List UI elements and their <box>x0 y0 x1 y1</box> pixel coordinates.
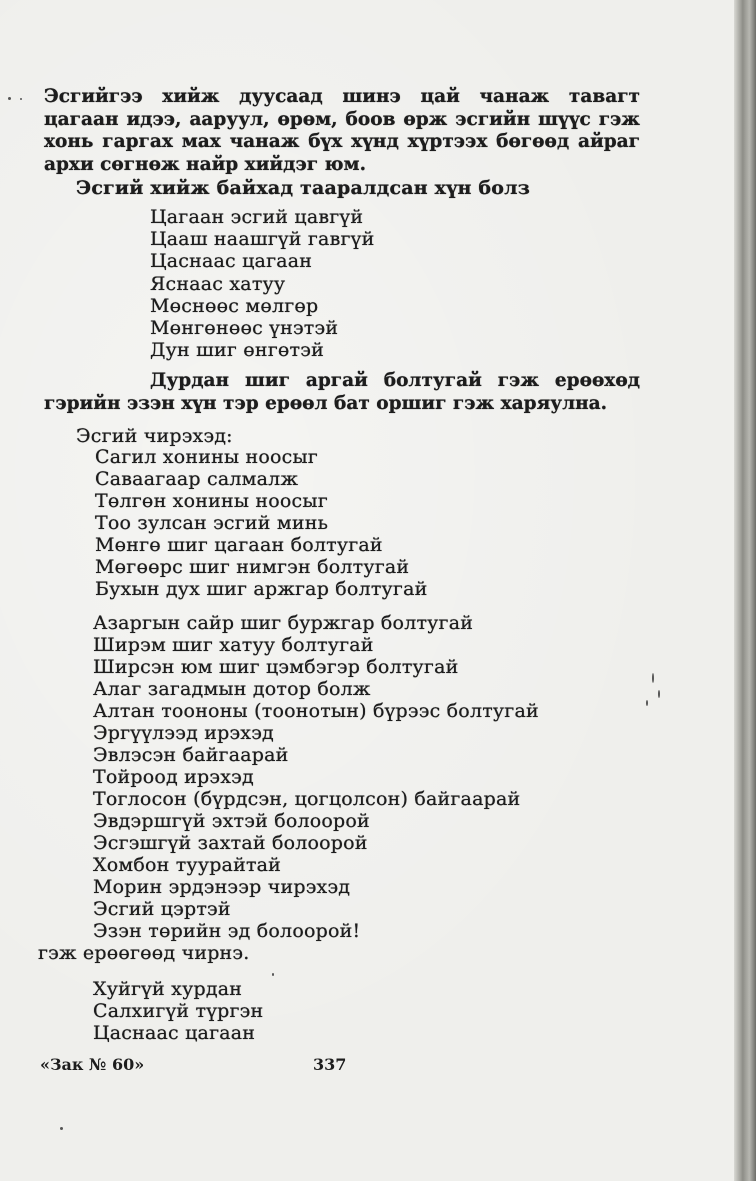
intro-line-1: Эсгий хийж байхад тааралдсан хүн болз <box>76 177 531 199</box>
poem-line: Эргүүлээд ирэхэд <box>93 722 274 744</box>
print-speck <box>8 97 11 100</box>
poem-line: Мөснөөс мөлгөр <box>150 295 319 317</box>
poem-line: Яснаас хатуу <box>150 273 286 295</box>
poem-line: Эвдэршгүй эхтэй болоорой <box>93 810 370 832</box>
print-speck <box>272 973 274 976</box>
poem-line: Цагаан эсгий цавгүй <box>150 206 364 228</box>
poem-line: Алаг загадмын дотор болж <box>93 678 371 700</box>
poem-line: Хуйгүй хурдан <box>93 978 243 1000</box>
poem-line: Тоо зулсан эсгий минь <box>95 512 329 534</box>
poem-line: Хомбон туурайтай <box>93 854 282 876</box>
print-speck <box>60 1127 63 1130</box>
page-number: 337 <box>313 1055 347 1074</box>
closing-line: гэж ерөөгөөд чирнэ. <box>38 942 250 964</box>
poem-line: Морин эрдэнээр чирэхэд <box>93 876 351 898</box>
poem-line: Алтан тоононы (тоонотын) бүрээс болтугай <box>93 700 539 722</box>
print-speck <box>658 690 660 698</box>
poem-line: Сагил хонины ноосыг <box>95 446 318 468</box>
poem-line: Эсгий цэртэй <box>93 898 231 920</box>
print-speck <box>646 700 648 706</box>
poem-line: Ширэм шиг хатуу болтугай <box>93 634 374 656</box>
poem-line: Тойроод ирэхэд <box>93 766 254 788</box>
poem-line: Бухын дух шиг аржгар болтугай <box>95 578 428 600</box>
poem-line: Салхигүй түргэн <box>93 1000 264 1022</box>
poem-line: Цаснаас цагаан <box>150 250 313 272</box>
poem-line: Төлгөн хонины ноосыг <box>95 490 328 512</box>
poem-line: Дун шиг өнгөтэй <box>150 339 324 361</box>
print-order-mark: «Зак № 60» <box>40 1055 145 1074</box>
poem-line: Эзэн төрийн эд болоорой! <box>93 920 361 942</box>
poem-line: Цаснаас цагаан <box>93 1022 256 1044</box>
poem-line: Эвлэсэн байгаарай <box>93 744 289 766</box>
poem-line: Мөнгө шиг цагаан болтугай <box>95 534 383 556</box>
poem-line: Ширсэн юм шиг цэмбэгэр болтугай <box>93 656 459 678</box>
paragraph-1: Эсгийгээ хийж дуусаад шинэ цай чанаж тавагт цагаан идээ, ааруул, өрөм, боов өрж эсгийн шүүс гэж хонь гаргах мах чанаж бүх хүнд хүртээх бөгөөд айраг архи сөгнөж найр хийдэг юм. <box>44 86 640 175</box>
print-speck <box>652 673 654 683</box>
poem-line: Азаргын сайр шиг буржгар болтугай <box>93 612 474 634</box>
paragraph-2: Дурдан шиг аргай болтугай гэж ерөөхөд гэрийн эзэн хүн тэр ерөөл бат оршиг гэж харяулна. <box>44 370 640 414</box>
page-binding-edge <box>734 0 756 1181</box>
intro-line-2: Эсгий чирэхэд: <box>76 425 233 447</box>
poem-line: Саваагаар салмалж <box>95 468 299 490</box>
poem-line: Цааш наашгүй гавгүй <box>150 228 375 250</box>
poem-line: Мөнгөнөөс үнэтэй <box>150 317 339 339</box>
poem-line: Эсгэшгүй захтай болоорой <box>93 832 368 854</box>
poem-line: Тоглосон (бүрдсэн, цогцолсон) байгаарай <box>93 788 521 810</box>
print-speck <box>20 98 22 100</box>
poem-line: Мөгөөрс шиг нимгэн болтугай <box>95 556 410 578</box>
